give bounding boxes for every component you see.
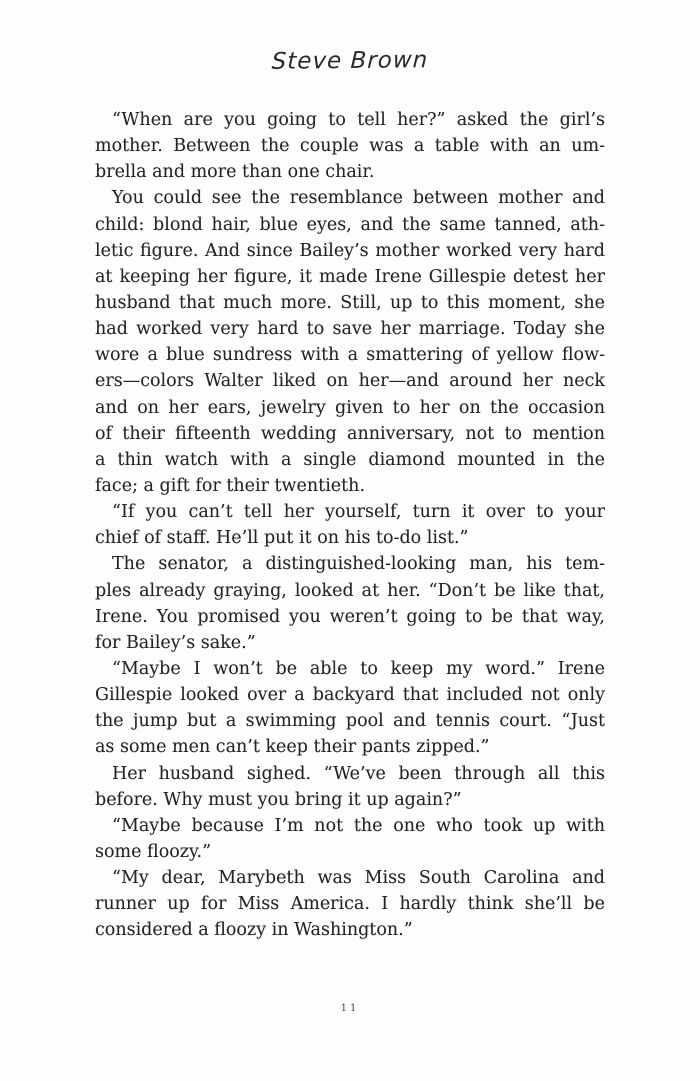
running-header-author: Steve Brown bbox=[271, 47, 429, 75]
text-line: the jump but a swimming pool and tennis court. “Just bbox=[95, 711, 605, 732]
text-line: and on her ears, jewelry given to her on the occasion bbox=[95, 397, 605, 418]
text-line: Gillespie looked over a backyard that included not only bbox=[95, 685, 605, 706]
text-line: runner up for Miss America. I hardly think she’ll be bbox=[95, 894, 605, 915]
text-line: had worked very hard to save her marriage. Today she bbox=[95, 319, 605, 340]
paragraph bbox=[95, 656, 605, 761]
paragraph bbox=[95, 813, 605, 865]
text-line: as some men can’t keep their pants zipped.” bbox=[95, 737, 490, 758]
text-line: a thin watch with a single diamond mounted in the bbox=[95, 449, 605, 470]
text-line: mother. Between the couple was a table with an um- bbox=[95, 136, 605, 157]
text-line: Irene. You promised you weren’t going to be that way, bbox=[95, 606, 605, 627]
text-line: wore a blue sundress with a smattering of yellow flow- bbox=[95, 345, 605, 366]
paragraph bbox=[95, 107, 605, 185]
text-line: for Bailey’s sake.” bbox=[95, 632, 256, 653]
text-line: “My dear, Marybeth was Miss South Carolina and bbox=[112, 868, 605, 889]
text-line: The senator, a distinguished-looking man, his tem- bbox=[112, 554, 605, 575]
paragraph bbox=[95, 761, 605, 813]
text-line: husband that much more. Still, up to this moment, she bbox=[95, 292, 605, 313]
text-line: before. Why must you bring it up again?” bbox=[95, 789, 462, 810]
text-line: face; a gift for their twentieth. bbox=[95, 475, 366, 496]
text-line: letic figure. And since Bailey’s mother worked very hard bbox=[95, 240, 605, 261]
text-line: ples already graying, looked at her. “Don’t be like that, bbox=[95, 580, 605, 601]
text-line: Her husband sighed. “We’ve been through all this bbox=[112, 763, 605, 784]
text-line: chief of staff. He’ll put it on his to-do list.” bbox=[95, 528, 469, 549]
text-line: at keeping her figure, it made Irene Gillespie detest her bbox=[95, 266, 605, 287]
paragraph bbox=[95, 551, 605, 656]
page-number: 11 bbox=[340, 1003, 360, 1014]
text-line: “Maybe because I’m not the one who took up with bbox=[112, 815, 605, 836]
text-line: ers—colors Walter liked on her—and around her neck bbox=[95, 371, 605, 392]
text-line: “If you can’t tell her yourself, turn it over to your bbox=[112, 502, 605, 523]
text-line: brella and more than one chair. bbox=[95, 162, 375, 183]
text-line: considered a floozy in Washington.” bbox=[95, 920, 413, 941]
text-line: of their fifteenth wedding anniversary, not to mention bbox=[95, 423, 605, 444]
text-line: You could see the resemblance between mother and bbox=[112, 188, 605, 209]
paragraph bbox=[95, 185, 605, 499]
text-line: some floozy.” bbox=[95, 841, 212, 862]
text-line: “Maybe I won’t be able to keep my word.” Irene bbox=[112, 658, 605, 679]
paragraph bbox=[95, 499, 605, 551]
paragraph bbox=[95, 865, 605, 943]
text-line: child: blond hair, blue eyes, and the same tanned, ath- bbox=[95, 214, 605, 235]
text-line: “When are you going to tell her?” asked the girl’s bbox=[112, 110, 605, 130]
body-text bbox=[95, 107, 605, 944]
